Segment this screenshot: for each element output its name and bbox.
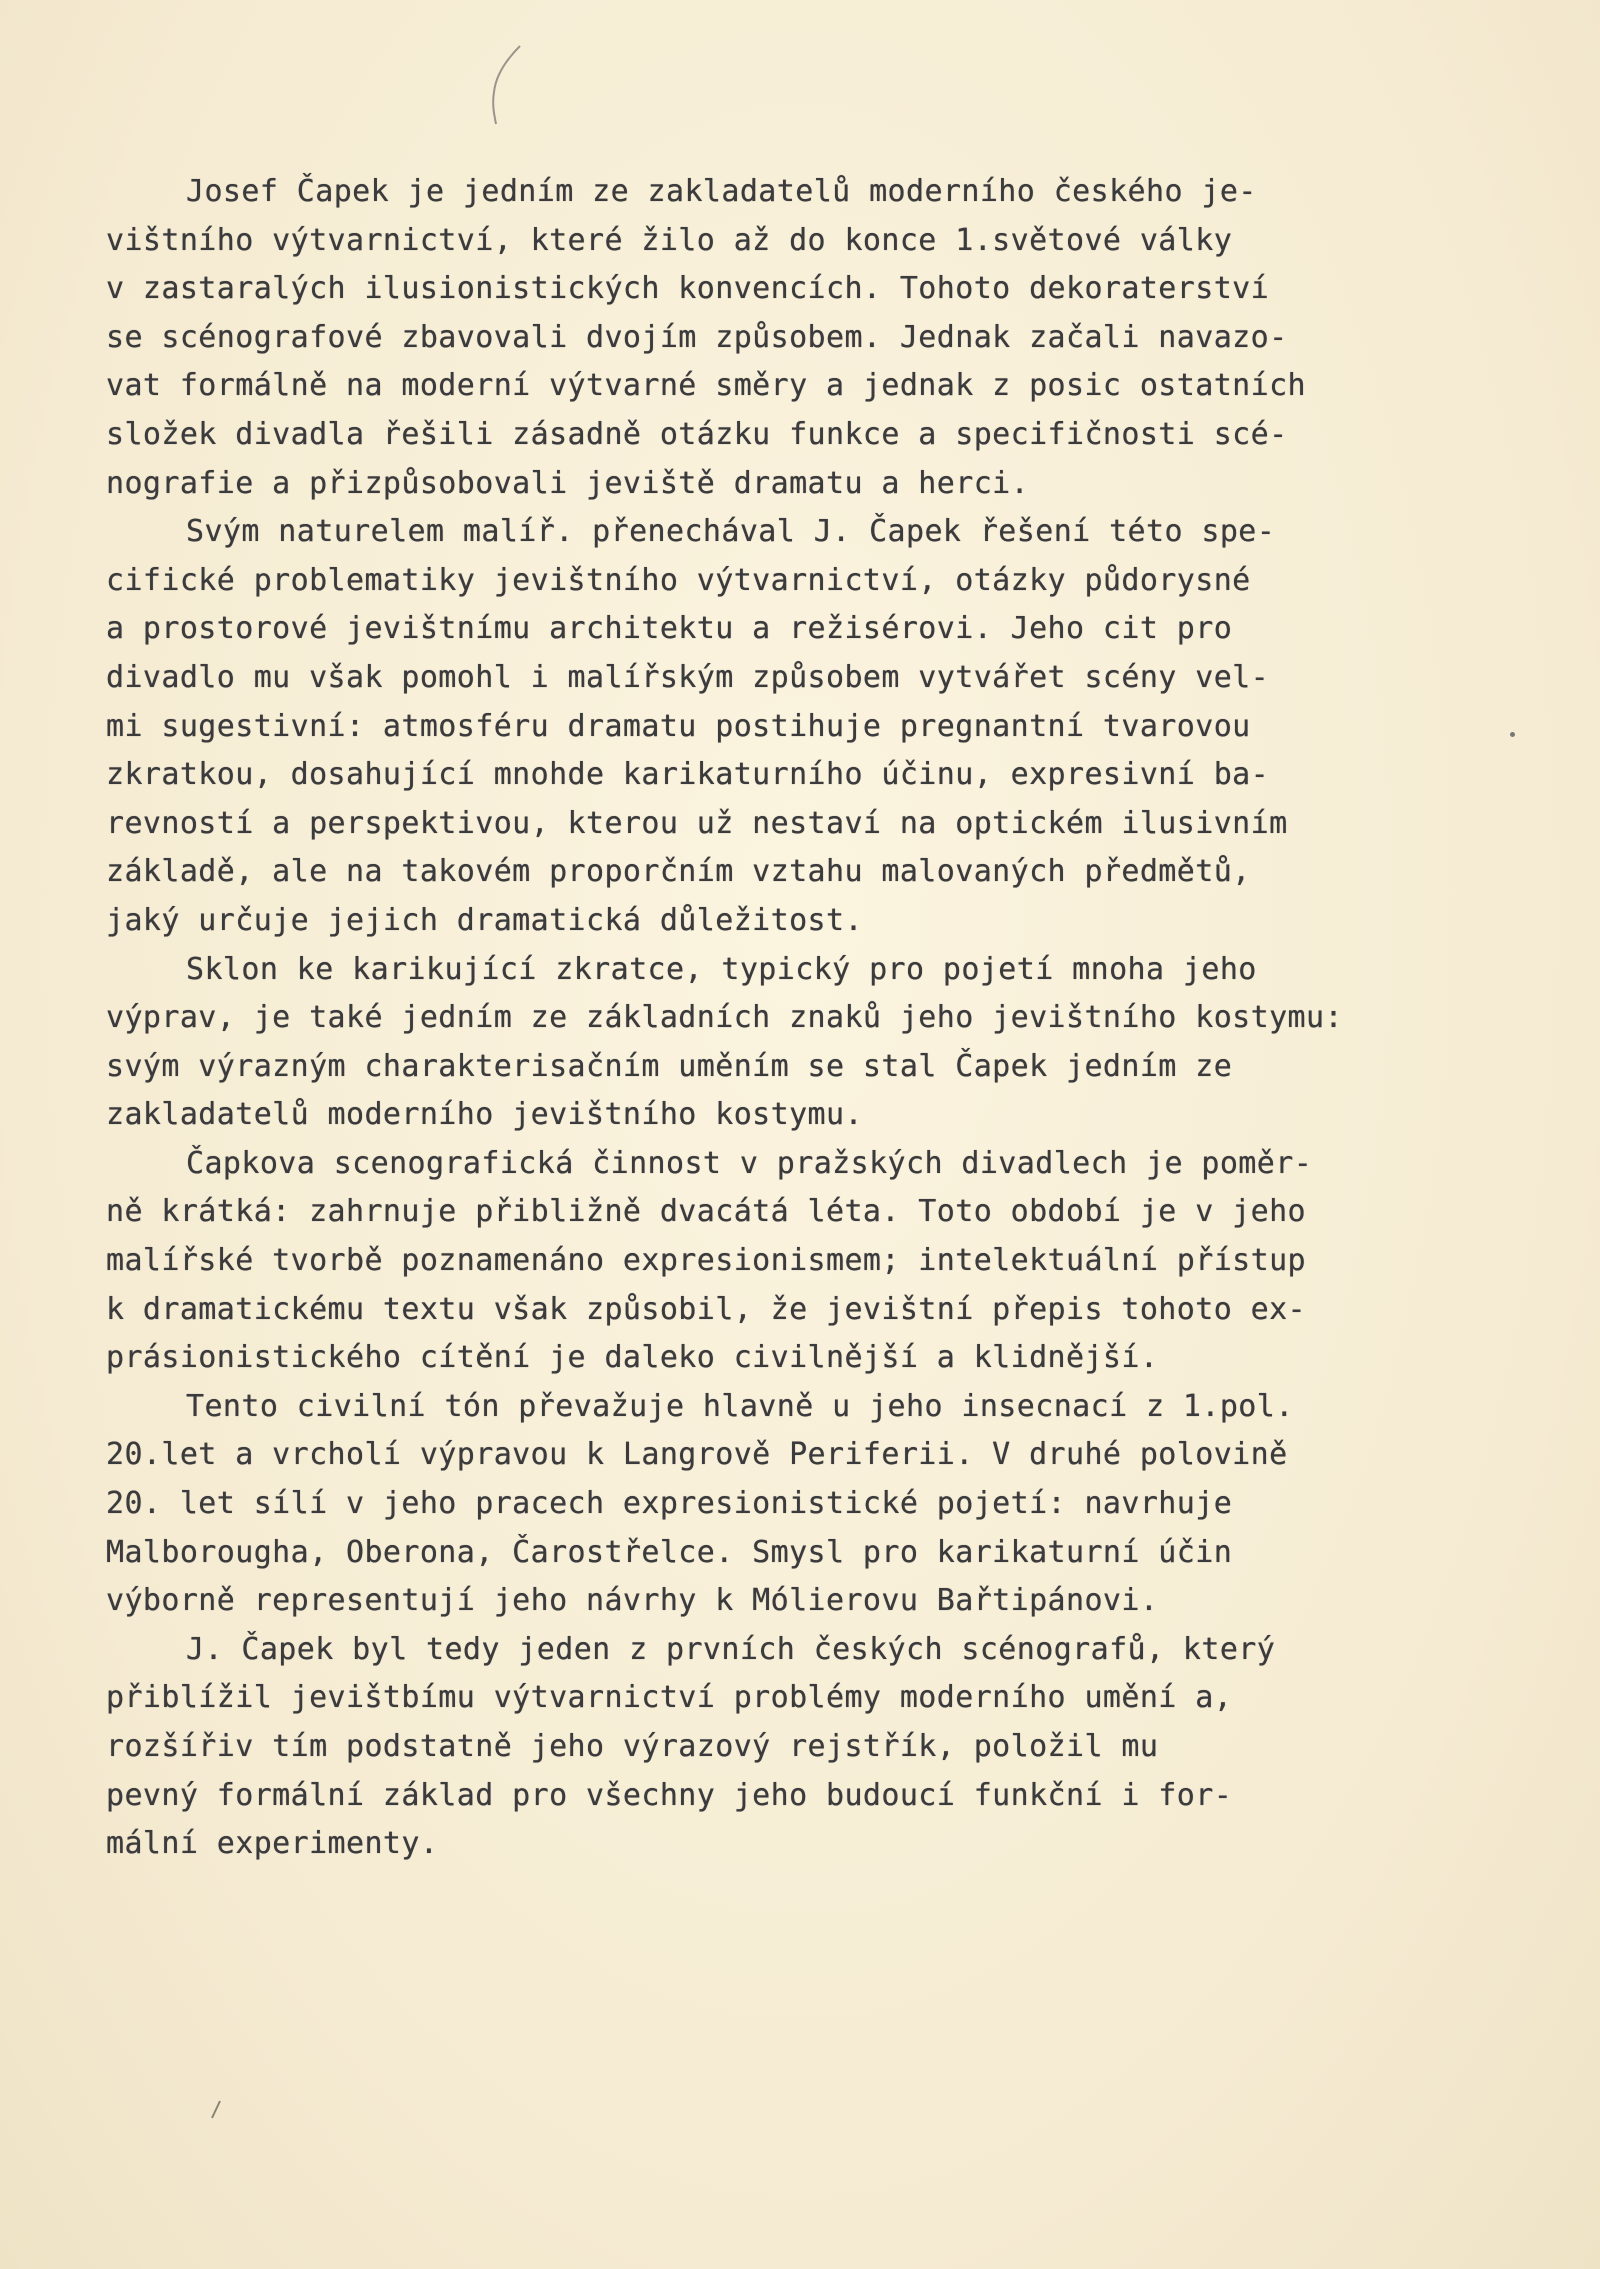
text-line: Svým naturelem malíř. přenechával J. Čapek řešení této spe-: [186, 514, 1276, 550]
text-line: Josef Čapek je jedním ze zakladatelů moderního českého je-: [186, 174, 1257, 209]
text-line: zkratkou, dosahující mnohde karikaturního účinu, expresivní ba-: [106, 757, 1270, 793]
text-line: 20. let sílí v jeho pracech expresionistické pojetí: navrhuje: [106, 1486, 1233, 1522]
text-line: jaký určuje jejich dramatická důležitost.: [106, 902, 863, 938]
text-line: přiblížil jevištbímu výtvarnictví problémy moderního umění a,: [106, 1680, 1233, 1716]
text-line: Sklon ke karikující zkratce, typický pro pojetí mnoha jeho: [186, 951, 1257, 987]
text-line: k dramatickému textu však způsobil, že jevištní přepis tohoto ex-: [106, 1291, 1306, 1327]
text-line: vištního výtvarnictví, které žilo až do konce 1.světové války: [106, 222, 1233, 258]
text-line: Čapkova scenografická činnost v pražských divadlech je poměr-: [186, 1145, 1313, 1181]
text-line: pevný formální základ pro všechny jeho budoucí funkční i for-: [106, 1777, 1233, 1813]
text-line: mi sugestivní: atmosféru dramatu postihuje pregnantní tvarovou: [106, 708, 1251, 744]
text-line: a prostorové jevištnímu architektu a režisérovi. Jeho cit pro: [106, 611, 1233, 647]
text-line: v zastaralých ilusionistických konvencích. Tohoto dekoraterství: [106, 271, 1270, 307]
body-text: [106, 168, 1506, 1869]
text-line: ně krátká: zahrnuje přibližně dvacátá léta. Toto období je v jeho: [106, 1194, 1306, 1230]
text-line: výprav, je také jedním ze základních znaků jeho jevištního kostymu:: [106, 1000, 1343, 1036]
ink-speck: [1510, 732, 1515, 737]
text-line: zakladatelů moderního jevištního kostymu.: [106, 1097, 863, 1133]
text-line: cifické problematiky jevištního výtvarnictví, otázky půdorysné: [106, 562, 1251, 598]
text-line: J. Čapek byl tedy jeden z prvních českých scénografů, který: [186, 1631, 1276, 1667]
text-line: prásionistického cítění je daleko civilnější a klidnější.: [106, 1340, 1159, 1376]
text-line: rozšířiv tím podstatně jeho výrazový rejstřík, položil mu: [106, 1729, 1159, 1764]
text-line: se scénografové zbavovali dvojím způsobem. Jednak začali navazo-: [106, 319, 1288, 355]
text-line: Malborougha, Oberona, Čarostřelce. Smysl pro karikaturní účin: [106, 1534, 1233, 1570]
text-line: svým výrazným charakterisačním uměním se stal Čapek jedním ze: [106, 1048, 1233, 1084]
pencil-stroke-top: [486, 40, 526, 130]
text-line: 20.let a vrcholí výpravou k Langrově Periferii. V druhé polovině: [106, 1437, 1288, 1473]
text-line: mální experimenty.: [106, 1826, 439, 1862]
text-line: nografie a přizpůsobovali jeviště dramatu a herci.: [106, 465, 1030, 501]
pencil-tick-bottom: [208, 2098, 224, 2122]
text-line: základě, ale na takovém proporčním vztahu malovaných předmětů,: [106, 854, 1251, 890]
text-line: divadlo mu však pomohl i malířským způsobem vytvářet scény vel-: [106, 659, 1270, 695]
text-line: složek divadla řešili zásadně otázku funkce a specifičnosti scé-: [106, 416, 1288, 452]
text-line: revností a perspektivou, kterou už nestaví na optickém ilusivním: [106, 805, 1288, 841]
text-line: malířské tvorbě poznamenáno expresionismem; intelektuální přístup: [106, 1243, 1306, 1279]
text-line: výborně representují jeho návrhy k Mólierovu Bařtipánovi.: [106, 1583, 1159, 1619]
text-line: vat formálně na moderní výtvarné směry a jednak z posic ostatních: [106, 368, 1306, 404]
text-line: Tento civilní tón převažuje hlavně u jeho insecnací z 1.pol.: [186, 1388, 1294, 1424]
